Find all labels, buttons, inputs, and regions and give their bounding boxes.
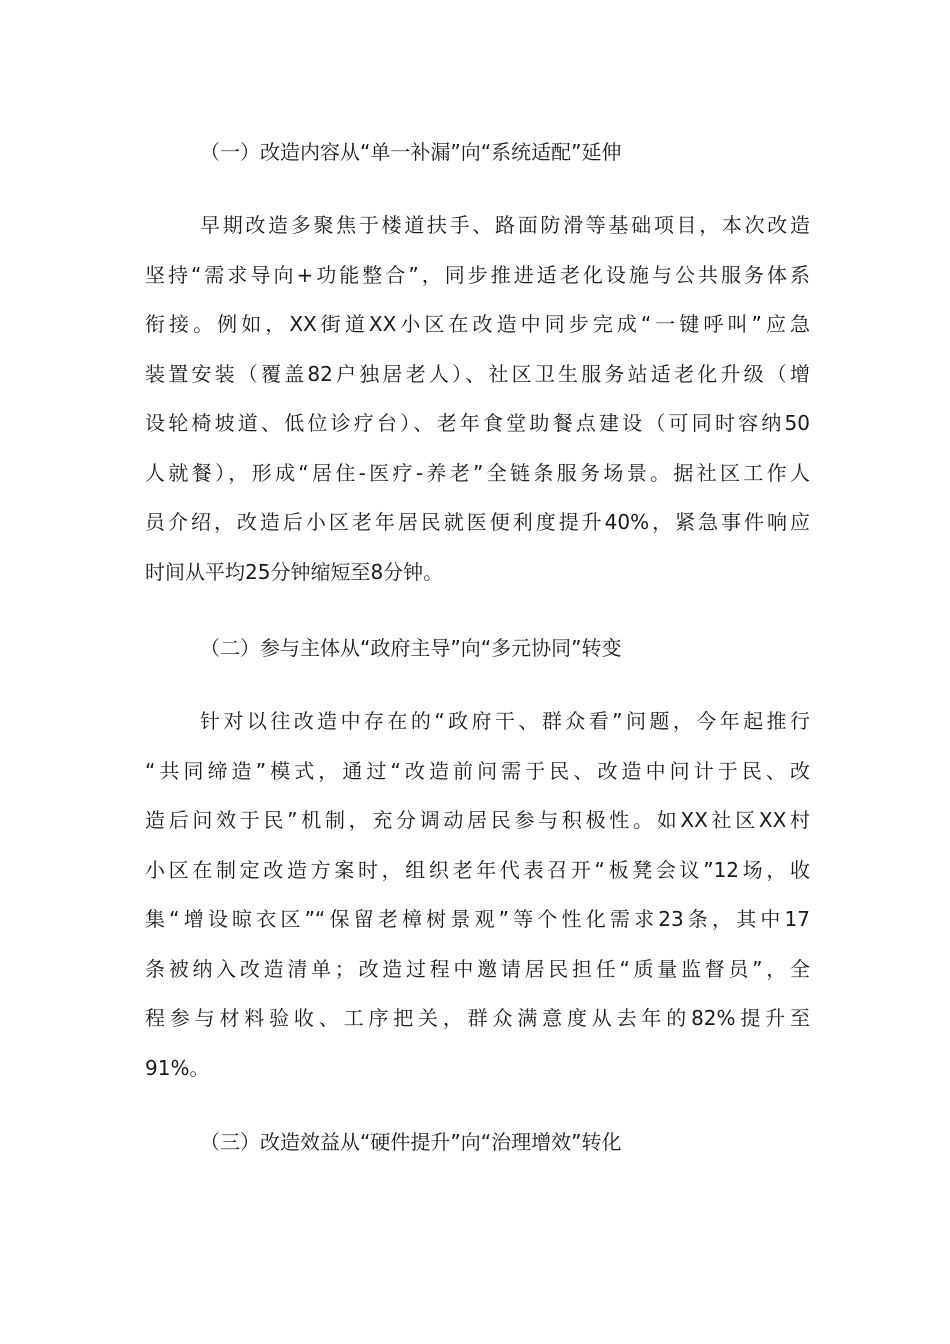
section-2-heading: （二）参与主体从“政府主导”向“多元协同”转变 <box>200 636 622 660</box>
paragraph-line: 时间从平均25分钟缩短至8分钟。 <box>145 559 444 584</box>
paragraph-line: 小区在制定改造方案时，组织老年代表召开“板凳会议”12场，收 <box>145 857 810 882</box>
paragraph-line: 造后问效于民”机制，充分调动居民参与积极性。如XX社区XX村 <box>145 808 810 832</box>
paragraph-line: 针对以往改造中存在的“政府干、群众看”问题，今年起推行 <box>200 709 810 733</box>
section-3-heading: （三）改造效益从“硬件提升”向“治理增效”转化 <box>200 1130 622 1154</box>
paragraph-line: 衔接。例如，XX街道XX小区在改造中同步完成“一键呼叫”应急 <box>145 312 810 336</box>
paragraph-line: 条被纳入改造清单；改造过程中邀请居民担任“质量监督员”，全 <box>145 956 810 981</box>
paragraph-line: 坚持“需求导向+功能整合”，同步推进适老化设施与公共服务体系 <box>145 262 810 287</box>
paragraph-line: 员介绍，改造后小区老年居民就医便利度提升40%，紧急事件响应 <box>145 510 810 534</box>
section-1-heading: （一）改造内容从“单一补漏”向“系统适配”延伸 <box>200 140 622 164</box>
section-2-paragraph <box>145 697 810 1093</box>
paragraph-line: 早期改造多聚焦于楼道扶手、路面防滑等基础项目，本次改造 <box>200 213 810 237</box>
paragraph-line: 人就餐），形成“居住-医疗-养老”全链条服务场景。据社区工作人 <box>145 460 810 485</box>
paragraph-line: 91%。 <box>145 1055 210 1080</box>
paragraph-line: “共同缔造”模式，通过“改造前问需于民、改造中问计于民、改 <box>145 758 810 783</box>
section-1-paragraph <box>145 201 810 597</box>
paragraph-line: 设轮椅坡道、低位诊疗台）、老年食堂助餐点建设（可同时容纳50 <box>145 411 810 435</box>
paragraph-line: 集“增设晾衣区”“保留老樟树景观”等个性化需求23条，其中17 <box>145 907 810 931</box>
paragraph-line: 程参与材料验收、工序把关，群众满意度从去年的82%提升至 <box>145 1006 810 1030</box>
paragraph-line: 装置安装（覆盖82户独居老人）、社区卫生服务站适老化升级（增 <box>145 361 810 386</box>
